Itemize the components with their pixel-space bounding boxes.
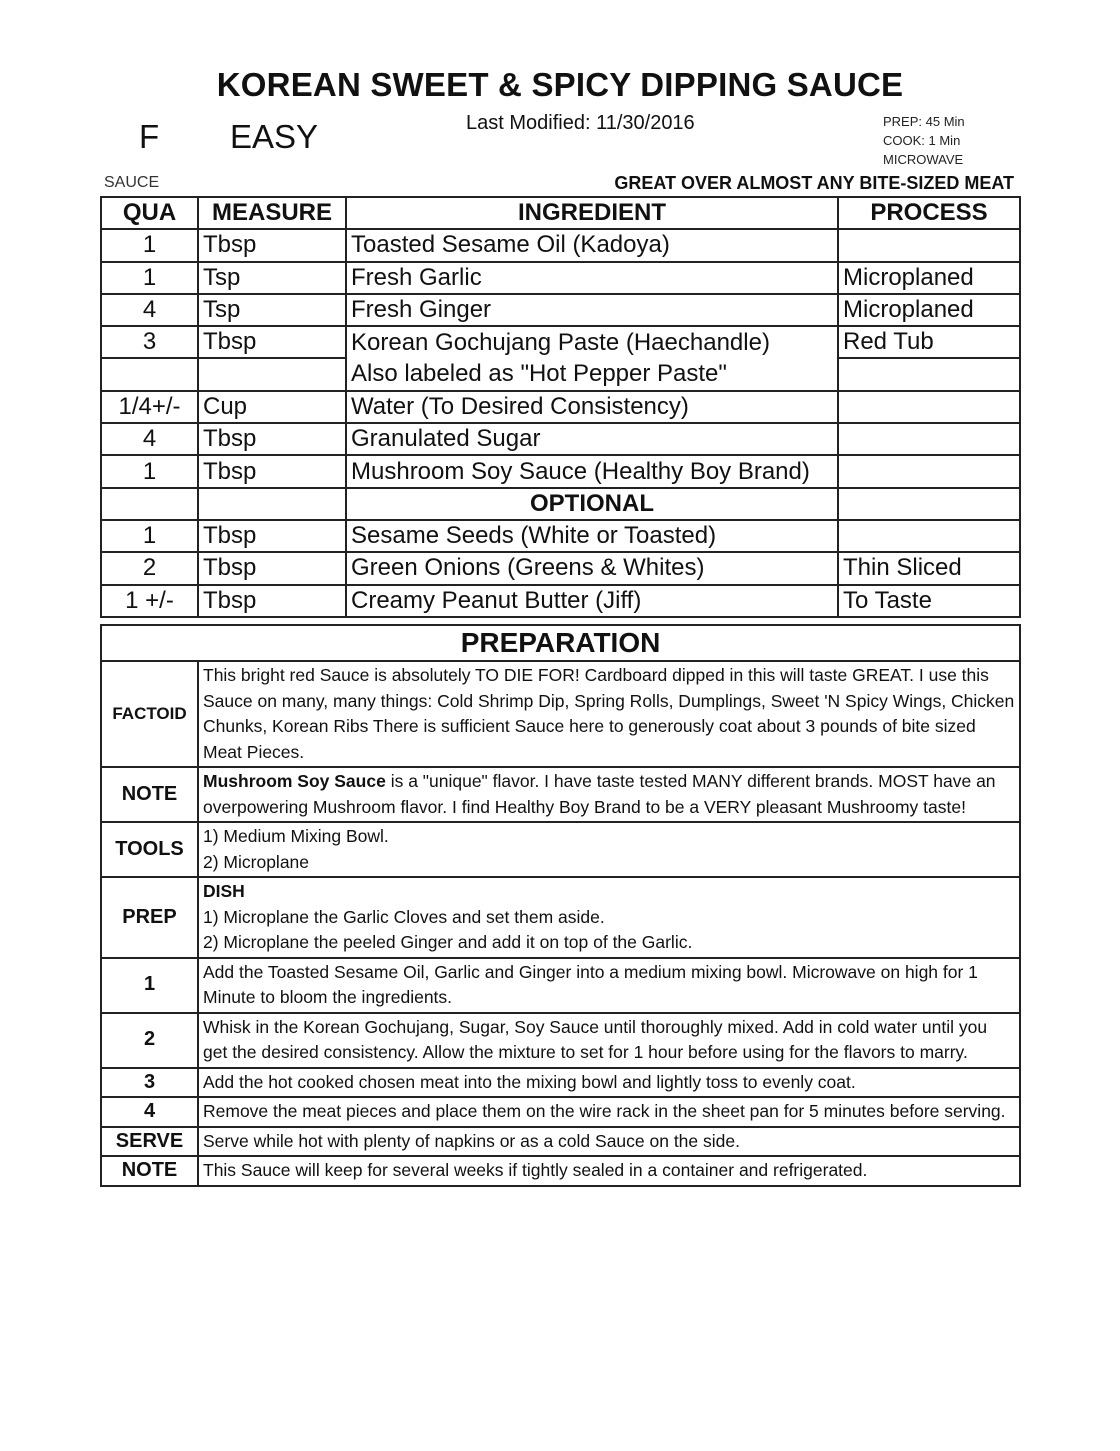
ingredient-measure: Tbsp (198, 455, 346, 487)
ingredient-row (101, 520, 1020, 552)
column-header-process: PROCESS (838, 197, 1020, 229)
ingredient-process (838, 520, 1020, 552)
step-text: Add the hot cooked chosen meat into the mixing bowl and lightly toss to evenly coat. (198, 1068, 1020, 1098)
ingredient-qua: 4 (101, 423, 198, 455)
tools-label: TOOLS (101, 822, 198, 877)
ingredient-process (838, 358, 1020, 390)
ingredient-name: Creamy Peanut Butter (Jiff) (346, 585, 838, 617)
cook-method: MICROWAVE (883, 152, 964, 167)
note-cell (198, 767, 1020, 822)
tools-list (198, 822, 1020, 877)
ingredient-name: Sesame Seeds (White or Toasted) (346, 520, 838, 552)
ingredient-measure: Tsp (198, 262, 346, 294)
optional-section-row (101, 488, 1020, 520)
prep-step: 1) Microplane the Garlic Cloves and set them aside. (203, 906, 605, 927)
preparation-heading-row (101, 625, 1020, 661)
serve-text: Serve while hot with plenty of napkins or as a cold Sauce on the side. (198, 1127, 1020, 1157)
ingredient-row (101, 423, 1020, 455)
ingredient-name: Mushroom Soy Sauce (Healthy Boy Brand) (346, 455, 838, 487)
recipe-tagline: GREAT OVER ALMOST ANY BITE-SIZED MEAT (614, 173, 1014, 193)
factoid-label: FACTOID (101, 661, 198, 767)
step-row (101, 1013, 1020, 1068)
ingredient-name: Toasted Sesame Oil (Kadoya) (346, 229, 838, 261)
recipe-rating: F (139, 118, 160, 155)
ingredient-qua: 4 (101, 294, 198, 326)
step-number: 2 (101, 1013, 198, 1068)
ingredient-measure: Tbsp (198, 326, 346, 358)
column-header-measure: MEASURE (198, 197, 346, 229)
optional-heading: OPTIONAL (346, 488, 838, 520)
ingredient-row (101, 294, 1020, 326)
ingredient-qua: 2 (101, 552, 198, 584)
ingredient-qua (101, 358, 198, 390)
prep-list (198, 877, 1020, 958)
ingredient-row (101, 229, 1020, 261)
ingredient-name: Green Onions (Greens & Whites) (346, 552, 838, 584)
preparation-heading: PREPARATION (101, 625, 1020, 661)
ingredient-measure: Tbsp (198, 229, 346, 261)
tool-item: 2) Microplane (203, 851, 310, 872)
factoid-text: This bright red Sauce is absolutely TO DIE FOR! Cardboard dipped in this will taste GREAT. I use this Sauce on many, many things: Cold Shrimp Dip, Spring Rolls, Dumplings, Sweet 'N Spicy Wings, Chicken Chunks, Korean Ribs There is sufficient Sauce here to generously coat about 3 pounds of bite sized Meat Pieces. (198, 661, 1020, 767)
ingredient-process (838, 455, 1020, 487)
final-note-label: NOTE (101, 1156, 198, 1186)
step-number: 1 (101, 958, 198, 1013)
ingredient-process: Thin Sliced (838, 552, 1020, 584)
note-label: NOTE (101, 767, 198, 822)
final-note-text: This Sauce will keep for several weeks if tightly sealed in a container and refrigerated. (198, 1156, 1020, 1186)
ingredient-name: Also labeled as "Hot Pepper Paste" (346, 358, 838, 390)
column-header-qua: QUA (101, 197, 198, 229)
ingredient-measure: Tbsp (198, 585, 346, 617)
prep-label: PREP (101, 877, 198, 958)
ingredient-measure: Tbsp (198, 520, 346, 552)
ingredient-name: Fresh Ginger (346, 294, 838, 326)
ingredient-qua: 1 +/- (101, 585, 198, 617)
note-text: is a "unique" flavor. I have taste tested MANY different brands. MOST have an overpowering Mushroom flavor. I find Healthy Boy Brand to be a VERY pleasant Mushroomy taste! (203, 771, 996, 817)
ingredient-measure (198, 358, 346, 390)
column-header-ingredient: INGREDIENT (346, 197, 838, 229)
step-text: Whisk in the Korean Gochujang, Sugar, Soy Sauce until thoroughly mixed. Add in cold water until you get the desired consistency. Allow the mixture to set for 1 hour before using for the flavors to marry. (198, 1013, 1020, 1068)
ingredient-row (101, 326, 1020, 358)
ingredient-row (101, 262, 1020, 294)
ingredient-name: Water (To Desired Consistency) (346, 391, 838, 423)
step-number: 4 (101, 1097, 198, 1127)
ingredient-name: Fresh Garlic (346, 262, 838, 294)
ingredient-process (838, 423, 1020, 455)
step-text: Add the Toasted Sesame Oil, Garlic and Ginger into a medium mixing bowl. Microwave on high for 1 Minute to bloom the ingredients. (198, 958, 1020, 1013)
ingredient-name: Korean Gochujang Paste (Haechandle) (346, 326, 838, 358)
ingredient-measure: Tbsp (198, 552, 346, 584)
ingredient-measure: Tsp (198, 294, 346, 326)
ingredient-measure (198, 488, 346, 520)
ingredient-qua: 1 (101, 262, 198, 294)
ingredient-name: Granulated Sugar (346, 423, 838, 455)
time-info (883, 112, 965, 169)
ingredient-qua: 3 (101, 326, 198, 358)
preparation-table (100, 624, 1021, 1187)
ingredient-process (838, 488, 1020, 520)
note-bold-term: Mushroom Soy Sauce (203, 771, 386, 791)
ingredient-row (101, 552, 1020, 584)
factoid-row (101, 661, 1020, 767)
step-row (101, 958, 1020, 1013)
prep-time: PREP: 45 Min (883, 114, 965, 129)
ingredient-process: Red Tub (838, 326, 1020, 358)
ingredient-measure: Cup (198, 391, 346, 423)
ingredient-row (101, 391, 1020, 423)
ingredient-process: To Taste (838, 585, 1020, 617)
ingredient-qua: 1 (101, 229, 198, 261)
step-number: 3 (101, 1068, 198, 1098)
ingredient-process: Microplaned (838, 294, 1020, 326)
ingredient-qua: 1/4+/- (101, 391, 198, 423)
prep-step: 2) Microplane the peeled Ginger and add it on top of the Garlic. (203, 932, 693, 952)
ingredient-measure: Tbsp (198, 423, 346, 455)
ingredient-process (838, 229, 1020, 261)
step-text: Remove the meat pieces and place them on the wire rack in the sheet pan for 5 minutes before serving. (198, 1097, 1020, 1127)
ingredient-qua: 1 (101, 520, 198, 552)
ingredient-row (101, 358, 1020, 390)
prep-heading: DISH (203, 881, 245, 901)
last-modified-date: Last Modified: 11/30/2016 (466, 112, 695, 134)
recipe-title: KOREAN SWEET & SPICY DIPPING SAUCE (216, 66, 904, 103)
prep-row (101, 877, 1020, 958)
step-row (101, 1068, 1020, 1098)
recipe-category: SAUCE (104, 174, 160, 191)
tool-item: 1) Medium Mixing Bowl. (203, 826, 389, 846)
difficulty-level: EASY (230, 118, 319, 155)
ingredients-header-row (101, 197, 1020, 229)
serve-row (101, 1127, 1020, 1157)
step-row (101, 1097, 1020, 1127)
ingredient-row (101, 585, 1020, 617)
ingredients-table (100, 196, 1021, 618)
ingredient-process: Microplaned (838, 262, 1020, 294)
final-note-row (101, 1156, 1020, 1186)
cook-time: COOK: 1 Min (883, 133, 961, 148)
ingredient-qua: 1 (101, 455, 198, 487)
ingredient-qua (101, 488, 198, 520)
ingredient-process (838, 391, 1020, 423)
serve-label: SERVE (101, 1127, 198, 1157)
tools-row (101, 822, 1020, 877)
ingredient-row (101, 455, 1020, 487)
note-row (101, 767, 1020, 822)
